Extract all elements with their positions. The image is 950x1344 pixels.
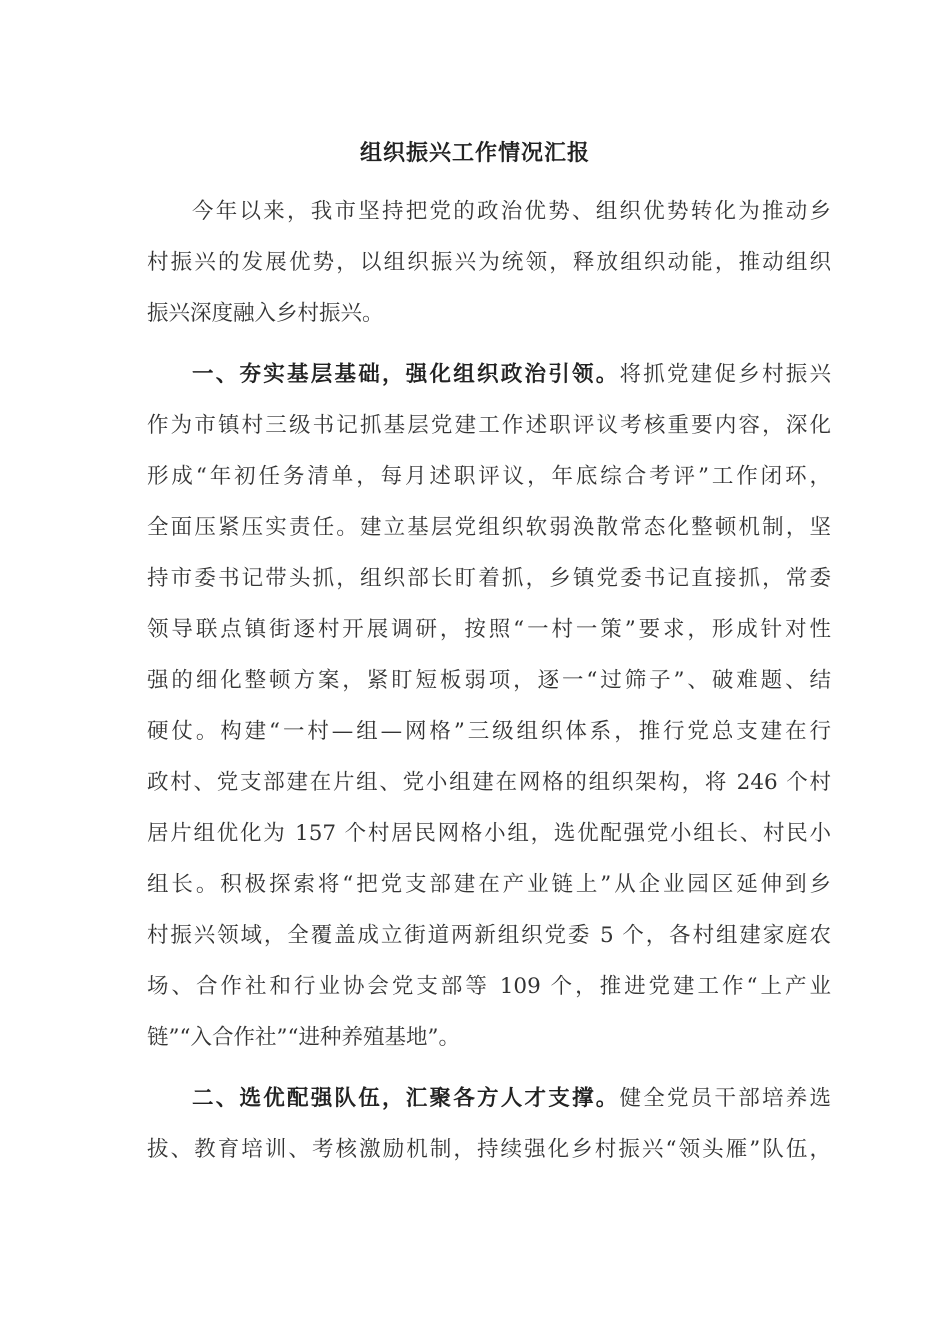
text-line: 组长。积极探索将“把党支部建在产业链上”从企业园区延伸到乡 xyxy=(147,872,831,897)
text-line: 今年以来，我市坚持把党的政治优势、组织优势转化为推动乡 xyxy=(192,199,831,224)
text-line: 全面压紧压实责任。建立基层党组织软弱涣散常态化整顿机制，坚 xyxy=(147,515,831,540)
text-line: 政村、党支部建在片组、党小组建在网格的组织架构，将 246 个村 xyxy=(147,770,831,795)
text-line: 强的细化整顿方案，紧盯短板弱项，逐一“过筛子”、破难题、结 xyxy=(147,668,831,693)
section-heading: 二、选优配强队伍，汇聚各方人才支撑。 xyxy=(192,1086,620,1111)
text-line: 形成“年初任务清单，每月述职评议，年底综合考评”工作闭环， xyxy=(147,464,831,489)
text-line: 居片组优化为 157 个村居民网格小组，选优配强党小组长、村民小 xyxy=(147,821,831,846)
text-line: 村振兴领域，全覆盖成立街道两新组织党委 5 个，各村组建家庭农 xyxy=(147,923,831,948)
text-line: 振兴深度融入乡村振兴。 xyxy=(147,301,384,326)
paragraph-section-2 xyxy=(147,1073,831,1175)
text-span: 将抓党建促乡村振兴 xyxy=(619,362,831,387)
paragraph-section-1 xyxy=(147,349,831,1063)
text-span: 健全党员干部培养选 xyxy=(619,1086,831,1111)
section-heading: 一、夯实基层基础，强化组织政治引领。 xyxy=(192,362,620,387)
document-body xyxy=(147,186,831,1185)
text-line: 村振兴的发展优势，以组织振兴为统领，释放组织动能，推动组织 xyxy=(147,250,831,275)
text-line: 场、合作社和行业协会党支部等 109 个，推进党建工作“上产业 xyxy=(147,974,831,999)
text-line: 领导联点镇街逐村开展调研，按照“一村一策”要求，形成针对性 xyxy=(147,617,831,642)
text-line: 作为市镇村三级书记抓基层党建工作述职评议考核重要内容，深化 xyxy=(147,413,831,438)
text-line: 持市委书记带头抓，组织部长盯着抓，乡镇党委书记直接抓，常委 xyxy=(147,566,831,591)
text-line: 链”“入合作社”“进种养殖基地”。 xyxy=(147,1025,460,1050)
text-line: 硬仗。构建“一村—组—网格”三级组织体系，推行党总支建在行 xyxy=(147,719,831,744)
document-title: 组织振兴工作情况汇报 xyxy=(359,140,590,166)
text-line xyxy=(147,349,831,400)
paragraph-intro xyxy=(147,186,831,339)
text-line xyxy=(147,1073,831,1124)
text-line: 拔、教育培训、考核激励机制，持续强化乡村振兴“领头雁”队伍， xyxy=(147,1137,831,1162)
